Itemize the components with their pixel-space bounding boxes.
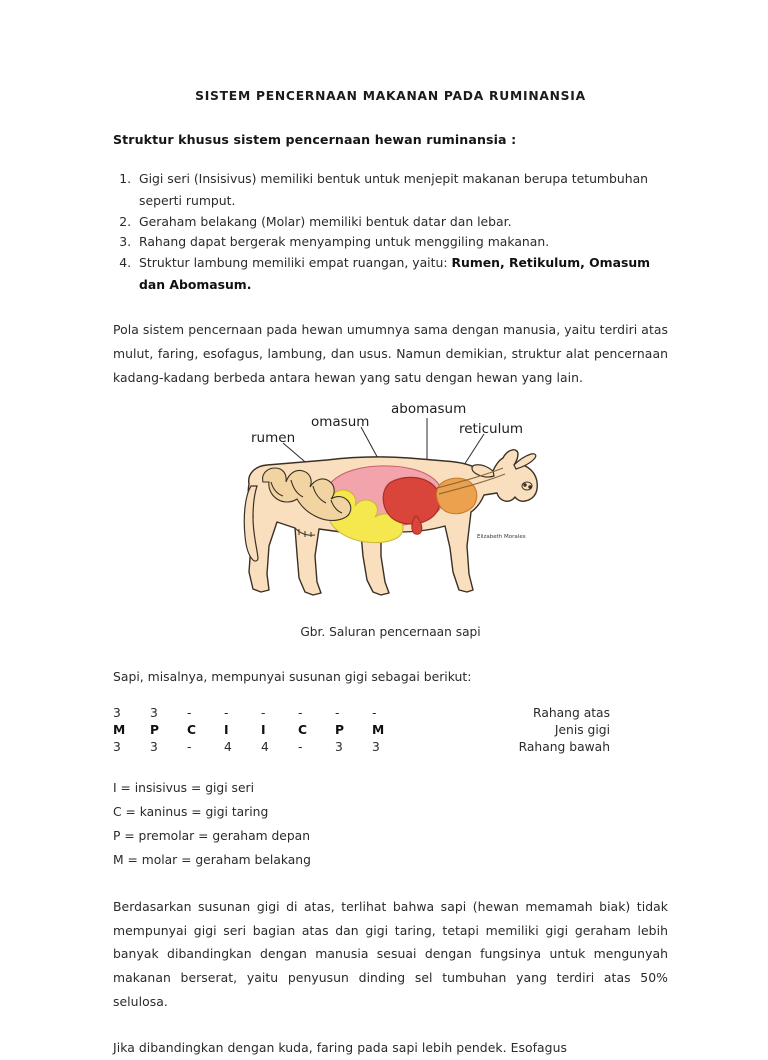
- list-item: 1. Gigi seri (Insisivus) memiliki bentuk untuk menjepit makanan berupa tetumbuhan seperti rumput.: [135, 168, 668, 212]
- legend-item: P = premolar = geraham depan: [113, 828, 311, 843]
- table-cell: -: [187, 705, 192, 720]
- tooth-legend: [113, 777, 668, 873]
- label-abomasum: abomasum: [390, 400, 466, 417]
- table-cell: -: [335, 705, 340, 720]
- page-title: SISTEM PENCERNAAN MAKANAN PADA RUMINANSIA: [195, 89, 586, 103]
- table-cell: -: [372, 705, 377, 720]
- table-cell: 3: [113, 705, 121, 720]
- paragraph-pharynx: Jika dibandingkan dengan kuda, faring pada sapi lebih pendek. Esofagus: [113, 1039, 567, 1055]
- label-omasum: omasum: [310, 413, 369, 430]
- legend-item: M = molar = geraham belakang: [113, 852, 311, 867]
- table-cell: I: [224, 722, 229, 737]
- row-label-tooth-type: Jenis gigi: [554, 722, 610, 737]
- table-cell: -: [224, 705, 229, 720]
- table-row: [113, 706, 668, 723]
- paragraph-teeth-analysis: Berdasarkan susunan gigi di atas, terlihat bahwa sapi (hewan memamah biak) tidak mempunyai gigi seri bagian atas dan gigi taring, tetapi memiliki gigi geraham lebih banyak dibandingkan dengan manusia sesuai dengan fungsinya untuk mengunyah makanan berserat, yaitu penyusun dinding sel tumbuhan yang terdiri atas 50% selulosa.: [113, 898, 668, 1010]
- list-item: 2. Geraham belakang (Molar) memiliki bentuk datar dan lebar.: [135, 212, 668, 232]
- figure-credit: Elizabeth Morales: [476, 533, 526, 540]
- label-rumen: rumen: [250, 429, 295, 446]
- dental-intro-text: Sapi, misalnya, mempunyai susunan gigi sebagai berikut:: [113, 668, 472, 684]
- table-cell: 3: [150, 705, 158, 720]
- list-item: 3. Rahang dapat bergerak menyamping untuk menggiling makanan.: [135, 232, 668, 252]
- list-item: [135, 252, 668, 296]
- paragraph-intro: Pola sistem pencernaan pada hewan umumnya sama dengan manusia, yaitu terdiri atas mulut, faring, esofagus, lambung, dan usus. Namun demikian, struktur alat pencernaan kadang-kadang berbeda antara hewan yang satu dengan hewan yang lain.: [113, 322, 668, 386]
- table-cell: -: [298, 705, 303, 720]
- table-cell: 4: [261, 739, 269, 754]
- list-item-emphasis: Rumen, Retikulum, Omasum dan Abomasum.: [139, 255, 651, 293]
- table-cell: M: [113, 722, 126, 737]
- table-cell: -: [187, 739, 192, 754]
- legend-item: C = kaninus = gigi taring: [113, 804, 269, 819]
- figure-caption: Gbr. Saluran pencernaan sapi: [300, 624, 481, 639]
- table-cell: M: [372, 722, 385, 737]
- document-content: [113, 0, 668, 1060]
- table-row: [113, 740, 668, 757]
- table-row: [113, 723, 668, 740]
- table-cell: 4: [224, 739, 232, 754]
- cow-diagram: [231, 396, 551, 621]
- legend-item: I = insisivus = gigi seri: [113, 780, 254, 795]
- table-cell: 3: [335, 739, 343, 754]
- table-cell: P: [150, 722, 160, 737]
- dental-formula-table: [113, 706, 668, 757]
- table-cell: I: [261, 722, 266, 737]
- table-cell: 3: [150, 739, 158, 754]
- table-cell: P: [335, 722, 345, 737]
- structure-list: [113, 168, 668, 297]
- row-label-lower-jaw: Rahang bawah: [518, 739, 610, 754]
- table-cell: 3: [113, 739, 121, 754]
- label-reticulum: reticulum: [458, 420, 523, 437]
- row-label-upper-jaw: Rahang atas: [533, 705, 610, 720]
- table-cell: -: [261, 705, 266, 720]
- section-heading: Struktur khusus sistem pencernaan hewan ruminansia :: [113, 131, 517, 147]
- cow-digestive-figure: [113, 396, 668, 639]
- table-cell: -: [298, 739, 303, 754]
- list-item-text: Struktur lambung memiliki empat ruangan, yaitu:: [139, 255, 452, 271]
- table-cell: 3: [372, 739, 380, 754]
- table-cell: C: [298, 722, 308, 737]
- table-cell: C: [187, 722, 197, 737]
